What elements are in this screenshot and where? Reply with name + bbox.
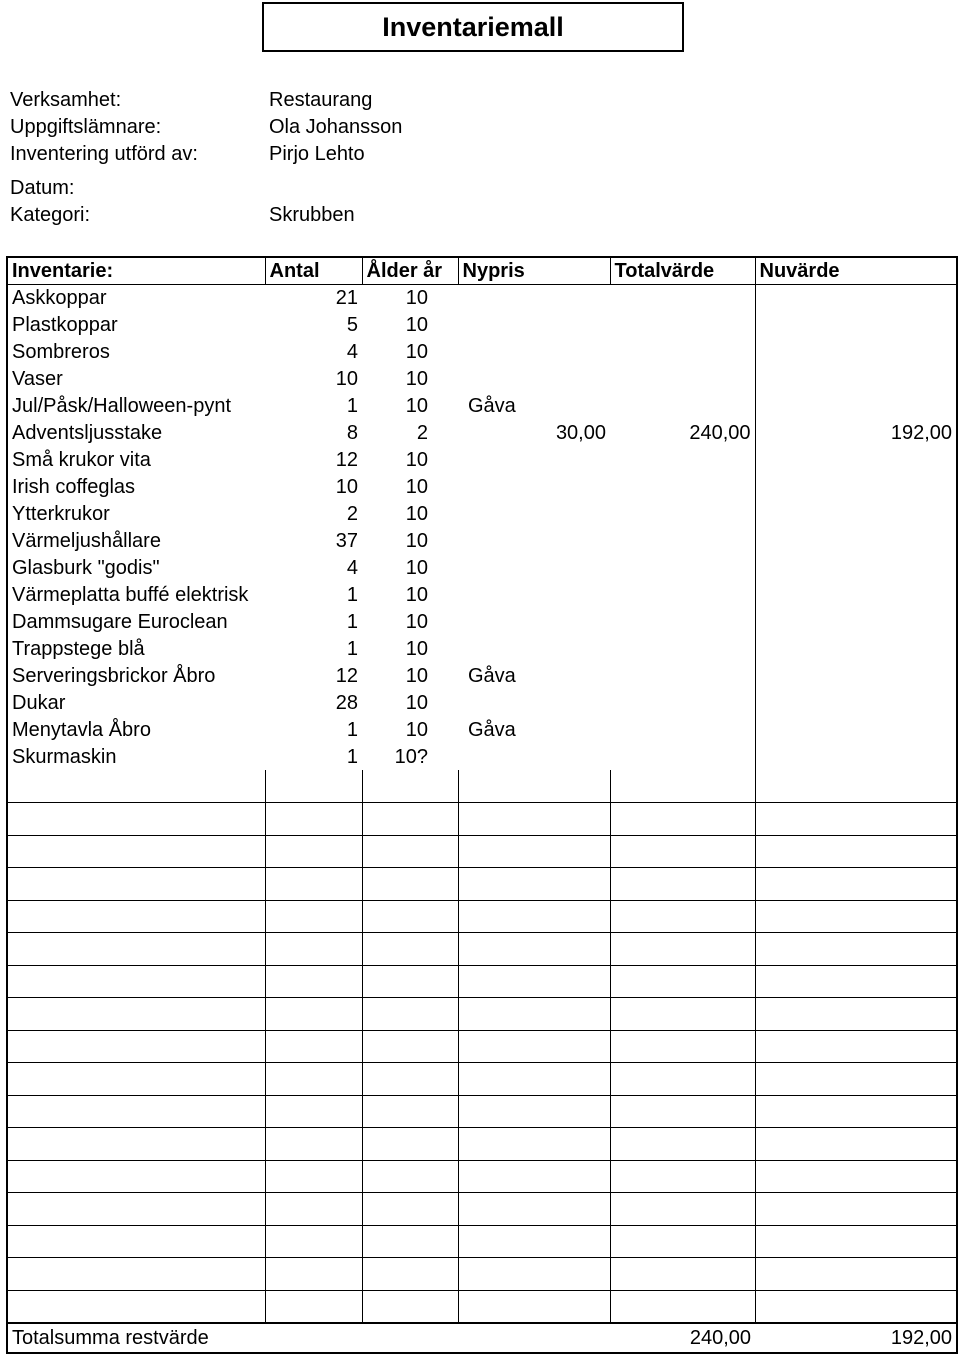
cell-antal: 1 xyxy=(346,718,358,741)
empty-cell xyxy=(755,1258,957,1291)
cell-nuvarde xyxy=(755,527,957,554)
empty-cell xyxy=(610,933,755,966)
empty-cell xyxy=(610,1063,755,1096)
cell-antal: 21 xyxy=(335,286,358,309)
table-row xyxy=(7,446,957,473)
empty-cell xyxy=(362,1193,458,1226)
meta-label-datum: Datum: xyxy=(10,177,75,199)
empty-cell xyxy=(7,933,265,966)
cell-totalvarde xyxy=(610,338,755,365)
empty-cell xyxy=(755,770,957,803)
cell-antal: 1 xyxy=(346,394,358,417)
cell-alder: 10 xyxy=(405,610,428,633)
cell-inventarie: Värmeljushållare xyxy=(7,527,265,554)
empty-cell xyxy=(610,1160,755,1193)
cell-nypris xyxy=(458,743,610,770)
cell-nypris xyxy=(458,635,610,662)
total-row xyxy=(7,1323,957,1353)
cell-nuvarde xyxy=(755,716,957,743)
cell-inventarie: Dammsugare Euroclean xyxy=(7,608,265,635)
meta-value-uppgiftslamnare: Ola Johansson xyxy=(269,116,403,138)
cell-antal: 4 xyxy=(346,340,358,363)
empty-cell xyxy=(265,835,362,868)
table-row xyxy=(7,662,957,689)
cell-nypris: Gåva xyxy=(468,394,516,417)
cell-antal: 4 xyxy=(346,556,358,579)
empty-cell xyxy=(265,900,362,933)
empty-row xyxy=(7,803,957,836)
table-row xyxy=(7,473,957,500)
cell-inventarie: Jul/Påsk/Halloween-pynt xyxy=(7,392,265,419)
meta-value-kategori: Skrubben xyxy=(269,204,355,226)
empty-cell xyxy=(362,770,458,803)
cell-nuvarde: 192,00 xyxy=(755,419,957,446)
empty-cell xyxy=(265,803,362,836)
total-label: Totalsumma restvärde xyxy=(7,1323,610,1353)
cell-nypris xyxy=(458,446,610,473)
cell-alder: 10 xyxy=(405,718,428,741)
cell-totalvarde xyxy=(610,365,755,392)
cell-inventarie: Askkoppar xyxy=(7,284,265,311)
cell-inventarie: Adventsljusstake xyxy=(7,419,265,446)
cell-alder: 10 xyxy=(405,529,428,552)
table-row xyxy=(7,392,957,419)
cell-nuvarde xyxy=(755,608,957,635)
cell-totalvarde: 240,00 xyxy=(689,421,751,444)
header-inventarie: Inventarie: xyxy=(7,257,265,284)
table-row xyxy=(7,716,957,743)
empty-cell xyxy=(7,1290,265,1323)
empty-cell xyxy=(265,1063,362,1096)
cell-alder: 10 xyxy=(405,637,428,660)
empty-cell xyxy=(610,1258,755,1291)
empty-cell xyxy=(458,1160,610,1193)
total-nuvarde: 192,00 xyxy=(755,1323,957,1353)
cell-totalvarde xyxy=(610,473,755,500)
empty-cell xyxy=(362,868,458,901)
table-row xyxy=(7,419,957,446)
table-row xyxy=(7,500,957,527)
empty-cell xyxy=(610,835,755,868)
cell-totalvarde xyxy=(610,311,755,338)
empty-row xyxy=(7,770,957,803)
empty-cell xyxy=(458,1030,610,1063)
cell-totalvarde xyxy=(610,284,755,311)
table-row xyxy=(7,527,957,554)
cell-nypris: Gåva xyxy=(468,718,516,741)
cell-inventarie: Plastkoppar xyxy=(7,311,265,338)
cell-nypris xyxy=(458,365,610,392)
cell-antal: 2 xyxy=(346,502,358,525)
empty-cell xyxy=(458,1128,610,1161)
empty-cell xyxy=(7,803,265,836)
empty-cell xyxy=(7,770,265,803)
title-box xyxy=(262,2,684,52)
cell-antal: 1 xyxy=(346,745,358,768)
cell-alder: 10 xyxy=(405,448,428,471)
cell-totalvarde xyxy=(610,527,755,554)
empty-cell xyxy=(458,1095,610,1128)
empty-cell xyxy=(362,1095,458,1128)
empty-cell xyxy=(610,900,755,933)
empty-cell xyxy=(458,1225,610,1258)
empty-row xyxy=(7,900,957,933)
cell-nuvarde xyxy=(755,554,957,581)
empty-cell xyxy=(7,868,265,901)
cell-inventarie: Irish coffeglas xyxy=(7,473,265,500)
empty-cell xyxy=(458,868,610,901)
empty-cell xyxy=(7,965,265,998)
cell-alder: 10 xyxy=(405,340,428,363)
empty-cell xyxy=(265,933,362,966)
empty-cell xyxy=(265,1258,362,1291)
empty-cell xyxy=(362,933,458,966)
meta-value-verksamhet: Restaurang xyxy=(269,89,373,111)
empty-cell xyxy=(610,1225,755,1258)
empty-cell xyxy=(458,1258,610,1291)
header-antal: Antal xyxy=(265,257,362,284)
empty-cell xyxy=(362,1030,458,1063)
cell-antal: 8 xyxy=(346,421,358,444)
empty-cell xyxy=(610,1290,755,1323)
table-row xyxy=(7,284,957,311)
cell-totalvarde xyxy=(610,662,755,689)
total-totalvarde: 240,00 xyxy=(610,1323,755,1353)
table-row xyxy=(7,635,957,662)
empty-row xyxy=(7,933,957,966)
empty-cell xyxy=(458,900,610,933)
empty-cell xyxy=(755,1160,957,1193)
empty-cell xyxy=(458,1290,610,1323)
cell-antal: 1 xyxy=(346,610,358,633)
cell-nuvarde xyxy=(755,500,957,527)
cell-alder: 10 xyxy=(405,286,428,309)
meta-label-inventering: Inventering utförd av: xyxy=(10,143,198,165)
cell-nuvarde xyxy=(755,365,957,392)
cell-inventarie: Sombreros xyxy=(7,338,265,365)
table-row xyxy=(7,743,957,770)
empty-cell xyxy=(610,868,755,901)
cell-antal: 37 xyxy=(335,529,358,552)
cell-totalvarde xyxy=(610,581,755,608)
empty-cell xyxy=(755,933,957,966)
cell-totalvarde xyxy=(610,689,755,716)
table-row xyxy=(7,554,957,581)
empty-cell xyxy=(265,868,362,901)
empty-cell xyxy=(458,803,610,836)
cell-antal: 10 xyxy=(335,475,358,498)
cell-inventarie: Glasburk "godis" xyxy=(7,554,265,581)
cell-totalvarde xyxy=(610,392,755,419)
cell-nypris xyxy=(458,500,610,527)
empty-row xyxy=(7,1290,957,1323)
empty-cell xyxy=(755,1095,957,1128)
cell-antal: 10 xyxy=(335,367,358,390)
empty-cell xyxy=(755,1290,957,1323)
cell-totalvarde xyxy=(610,446,755,473)
empty-row xyxy=(7,965,957,998)
cell-inventarie: Serveringsbrickor Åbro xyxy=(7,662,265,689)
cell-totalvarde xyxy=(610,500,755,527)
table-row xyxy=(7,338,957,365)
empty-cell xyxy=(7,1063,265,1096)
inventory-table xyxy=(6,256,958,1354)
empty-cell xyxy=(362,1258,458,1291)
empty-cell xyxy=(7,1128,265,1161)
cell-inventarie: Värmeplatta buffé elektrisk xyxy=(7,581,265,608)
cell-alder: 10 xyxy=(405,394,428,417)
empty-cell xyxy=(7,900,265,933)
empty-cell xyxy=(265,1128,362,1161)
cell-inventarie: Små krukor vita xyxy=(7,446,265,473)
empty-cell xyxy=(458,965,610,998)
empty-row xyxy=(7,1160,957,1193)
cell-nypris xyxy=(458,581,610,608)
empty-cell xyxy=(610,770,755,803)
cell-nypris xyxy=(458,527,610,554)
empty-cell xyxy=(755,1030,957,1063)
cell-alder: 10 xyxy=(405,691,428,714)
cell-alder: 10 xyxy=(405,502,428,525)
cell-inventarie: Ytterkrukor xyxy=(7,500,265,527)
cell-nuvarde xyxy=(755,743,957,770)
cell-inventarie: Trappstege blå xyxy=(7,635,265,662)
cell-antal: 28 xyxy=(335,691,358,714)
cell-nuvarde xyxy=(755,689,957,716)
empty-cell xyxy=(362,803,458,836)
empty-cell xyxy=(7,1225,265,1258)
empty-cell xyxy=(458,770,610,803)
empty-row xyxy=(7,1095,957,1128)
cell-nypris xyxy=(458,338,610,365)
empty-row xyxy=(7,868,957,901)
empty-cell xyxy=(7,1258,265,1291)
empty-cell xyxy=(755,1225,957,1258)
cell-nypris xyxy=(458,311,610,338)
cell-alder: 10? xyxy=(394,745,428,768)
empty-cell xyxy=(610,998,755,1031)
header-alder: Ålder år xyxy=(362,257,458,284)
cell-antal: 12 xyxy=(335,448,358,471)
empty-cell xyxy=(265,965,362,998)
table-row xyxy=(7,608,957,635)
cell-alder: 10 xyxy=(405,313,428,336)
meta-label-uppgiftslamnare: Uppgiftslämnare: xyxy=(10,116,162,138)
empty-cell xyxy=(362,835,458,868)
cell-alder: 10 xyxy=(405,583,428,606)
cell-antal: 1 xyxy=(346,637,358,660)
empty-cell xyxy=(755,835,957,868)
cell-inventarie: Skurmaskin xyxy=(7,743,265,770)
empty-cell xyxy=(362,998,458,1031)
empty-cell xyxy=(265,770,362,803)
empty-cell xyxy=(362,965,458,998)
cell-alder: 10 xyxy=(405,664,428,687)
empty-cell xyxy=(610,1095,755,1128)
cell-nuvarde xyxy=(755,473,957,500)
empty-row xyxy=(7,998,957,1031)
empty-row xyxy=(7,835,957,868)
cell-nuvarde xyxy=(755,284,957,311)
empty-cell xyxy=(265,1095,362,1128)
cell-nuvarde xyxy=(755,392,957,419)
cell-inventarie: Menytavla Åbro xyxy=(7,716,265,743)
table-row xyxy=(7,689,957,716)
cell-antal: 12 xyxy=(335,664,358,687)
empty-cell xyxy=(610,1030,755,1063)
cell-alder: 10 xyxy=(405,475,428,498)
table-header-row xyxy=(7,257,957,284)
cell-inventarie: Dukar xyxy=(7,689,265,716)
empty-cell xyxy=(7,1095,265,1128)
empty-cell xyxy=(7,998,265,1031)
cell-totalvarde xyxy=(610,743,755,770)
cell-nuvarde xyxy=(755,311,957,338)
empty-cell xyxy=(458,1063,610,1096)
cell-nypris xyxy=(458,608,610,635)
empty-cell xyxy=(755,900,957,933)
table-row xyxy=(7,311,957,338)
empty-cell xyxy=(265,1225,362,1258)
empty-cell xyxy=(610,803,755,836)
header-totalvarde: Totalvärde xyxy=(610,257,755,284)
empty-row xyxy=(7,1128,957,1161)
cell-nuvarde xyxy=(755,581,957,608)
empty-cell xyxy=(7,1193,265,1226)
empty-row xyxy=(7,1063,957,1096)
empty-cell xyxy=(755,1063,957,1096)
empty-cell xyxy=(458,933,610,966)
empty-cell xyxy=(755,998,957,1031)
empty-cell xyxy=(265,1030,362,1063)
header-nuvarde: Nuvärde xyxy=(755,257,957,284)
cell-nypris xyxy=(458,689,610,716)
empty-row xyxy=(7,1193,957,1226)
meta-label-verksamhet: Verksamhet: xyxy=(10,89,122,111)
cell-nypris: 30,00 xyxy=(555,421,606,444)
meta-label-kategori: Kategori: xyxy=(10,204,91,226)
empty-cell xyxy=(362,1063,458,1096)
empty-cell xyxy=(265,1160,362,1193)
table-row xyxy=(7,581,957,608)
empty-row xyxy=(7,1030,957,1063)
empty-cell xyxy=(458,835,610,868)
cell-totalvarde xyxy=(610,608,755,635)
empty-cell xyxy=(610,965,755,998)
meta-value-inventering: Pirjo Lehto xyxy=(269,143,365,165)
empty-cell xyxy=(755,1193,957,1226)
empty-cell xyxy=(362,900,458,933)
cell-alder: 2 xyxy=(416,421,428,444)
empty-cell xyxy=(7,835,265,868)
empty-row xyxy=(7,1258,957,1291)
empty-cell xyxy=(458,998,610,1031)
empty-cell xyxy=(362,1128,458,1161)
empty-cell xyxy=(755,868,957,901)
cell-totalvarde xyxy=(610,554,755,581)
cell-nypris: Gåva xyxy=(468,664,516,687)
cell-alder: 10 xyxy=(405,556,428,579)
empty-cell xyxy=(362,1160,458,1193)
cell-nypris xyxy=(458,284,610,311)
empty-cell xyxy=(362,1225,458,1258)
cell-nuvarde xyxy=(755,338,957,365)
empty-cell xyxy=(610,1128,755,1161)
empty-cell xyxy=(362,1290,458,1323)
cell-nypris xyxy=(458,473,610,500)
cell-nuvarde xyxy=(755,635,957,662)
cell-nypris xyxy=(458,554,610,581)
cell-totalvarde xyxy=(610,635,755,662)
cell-antal: 1 xyxy=(346,583,358,606)
empty-row xyxy=(7,1225,957,1258)
cell-inventarie: Vaser xyxy=(7,365,265,392)
cell-antal: 5 xyxy=(346,313,358,336)
empty-cell xyxy=(755,965,957,998)
empty-cell xyxy=(7,1030,265,1063)
cell-nuvarde xyxy=(755,446,957,473)
empty-cell xyxy=(265,998,362,1031)
page-title: Inventariemall xyxy=(382,11,564,42)
header-nypris: Nypris xyxy=(458,257,610,284)
empty-cell xyxy=(755,1128,957,1161)
cell-nuvarde xyxy=(755,662,957,689)
table-row xyxy=(7,365,957,392)
empty-cell xyxy=(610,1193,755,1226)
empty-cell xyxy=(755,803,957,836)
empty-cell xyxy=(458,1193,610,1226)
empty-cell xyxy=(265,1290,362,1323)
cell-totalvarde xyxy=(610,716,755,743)
cell-alder: 10 xyxy=(405,367,428,390)
empty-cell xyxy=(7,1160,265,1193)
empty-cell xyxy=(265,1193,362,1226)
